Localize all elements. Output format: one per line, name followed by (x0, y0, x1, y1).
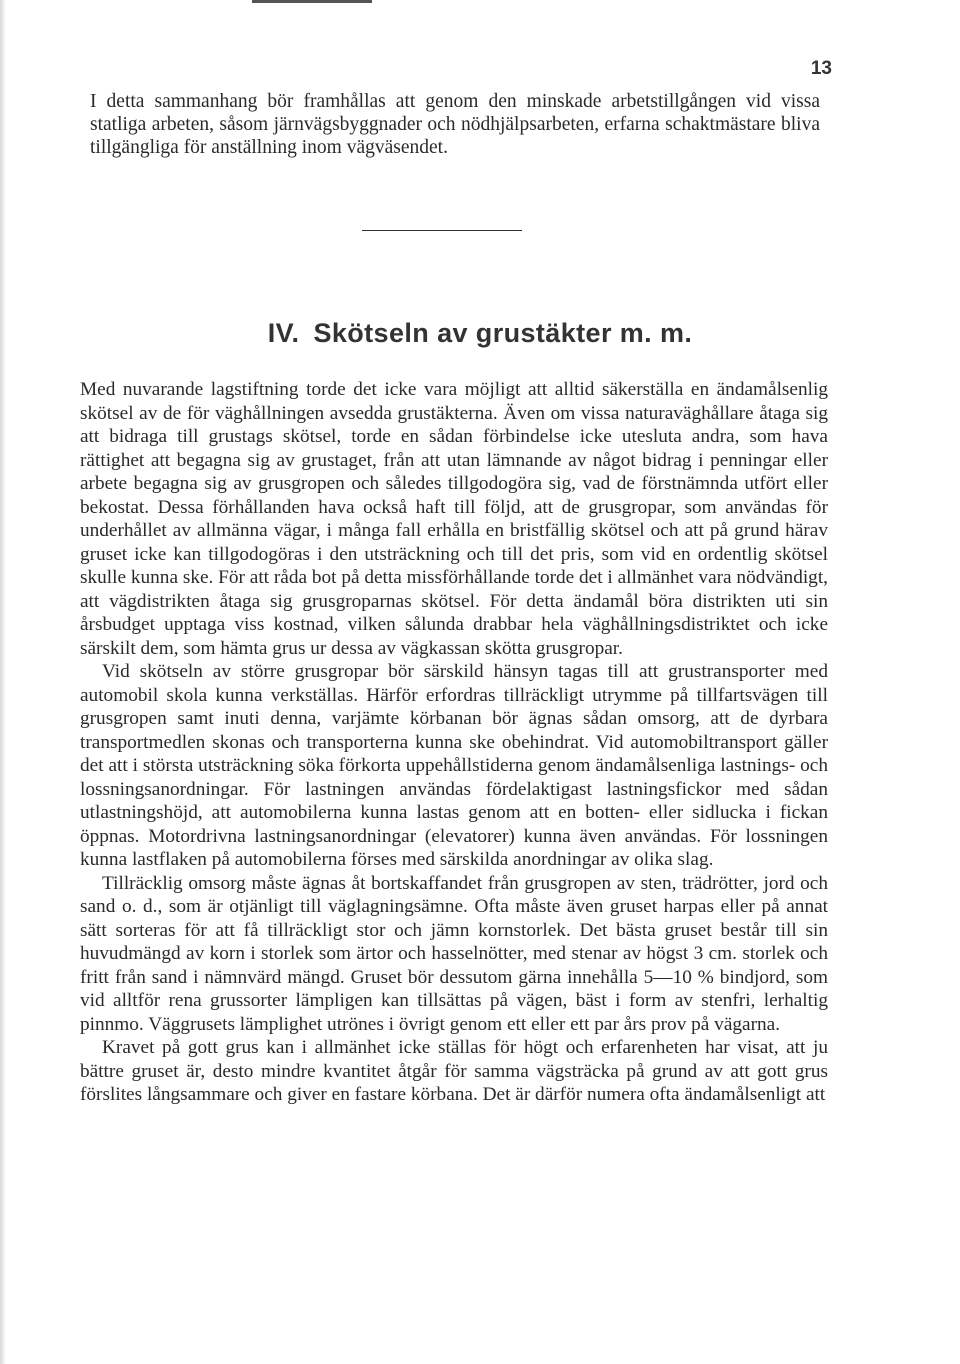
scan-edge (0, 0, 6, 1364)
paragraph: Tillräcklig omsorg måste ägnas åt bortskaffandet från grusgropen av sten, trädrötter, jord och sand o. d., som är otjänligt till väglagningsämne. Ofta måste även gruset harpas eller på annat sätt sorteras för att få tillräckligt stor och jämn kornstorlek. Det bästa gruset består till sin huvudmängd av korn i storlek som ärtor och hasselnötter, med stenar av högst 3 cm. storlek och fritt från sand i nämnvärd mängd. Gruset bör dessutom gärna innehålla 5—10 % bindjord, som vid alltför rena grussorter lämpligen kan tillsättas på vägen, bäst i form av stenfri, lerhaltig pinnmo. Väggrusets lämplighet utrönes i övrigt genom ett eller ett par års prov på vägarna. (80, 872, 828, 1035)
paragraph: Med nuvarande lagstiftning torde det icke vara möjligt att alltid säkerställa en ändamålsenlig skötsel av de för väghållningen avsedda grustäkterna. Även om vissa naturaväghållare åtaga sig att bidraga till grustags skötsel, torde en sådan förbindelse icke utesluta andra, som hava rättighet att begagna sig av grustaget, från att utan lämnande av något bidrag i penningar eller arbete begagna sig av grusgropen och således tillgodogöra sig, vad de förstnämnda utfört eller bekostat. Dessa förhållanden hava också haft till följd, att de grusgropar, som användas för underhållet av allmänna vägar, i många fall erhålla en bristfällig skötsel och att på grund härav gruset icke kan tillgodogöras i den utsträckning och till det pris, som vid en ordentlig skötsel skulle kunna ske. För att råda bot på detta missförhållande torde det i allmänhet vara nödvändigt, att vägdistrikten åtaga sig grusgroparnas skötsel. För detta ändamål böra distrikten uti sin årsbudget upptaga viss kostnad, vilken sålunda drabbar hela väghållningsdistriktet och icke särskilt dem, som hämta grus ur dessa av vägkassan skötta grusgropar. (80, 379, 829, 659)
section-heading (0, 318, 960, 349)
paragraph: Kravet på gott grus kan i allmänhet icke ställas för högt och erfarenheten har visat, att ju bättre gruset är, desto mindre kvantitet åtgår för samma vägsträcka på grund av att gott grus förslites långsammare och giver en fastare körbana. Det är därför numera ofta ändamålsenligt att (80, 1037, 828, 1105)
section-body (80, 378, 828, 1107)
intro-paragraph: I detta sammanhang bör framhållas att genom den minskade arbetstillgången vid vissa statliga arbeten, såsom järnvägsbyggnader och nödhjälpsarbeten, erfarna schaktmästare bliva tillgängliga för anställning inom vägväsendet. (90, 91, 820, 158)
section-title: Skötseln av grustäkter m. m. (313, 318, 693, 348)
paragraph: Vid skötseln av större grusgropar bör särskild hänsyn tagas till att grustransporter med automobil skola kunna verkställas. Härför erfordras tillräckligt utrymme på tillfartsvägen till grusgropen samt inuti denna, varjämte körbanan bör ägnas sådan omsorg, att de dyrbara transportmedlen skonas och transporterna kunna ske obehindrat. Vid automobiltransport gäller det att i största utsträckning söka förkorta uppehållstiderna genom ändamålsenliga lastnings- och lossningsanordningar. För lastningen användas fördelaktigast lastningsfickor med sådan utlastningshöjd, att automobilerna kunna lastas genom att en botten- eller sidlucka i fickan öppnas. Motordrivna lastningsanordningar (elevatorer) kunna även användas. För lossningen kunna lastflaken på automobilerna förses med särskilda anordningar av olika slag. (80, 661, 828, 870)
section-number: IV. (267, 318, 300, 348)
top-edge-mark (252, 0, 372, 3)
section-divider (362, 230, 522, 231)
page-number: 13 (810, 58, 832, 79)
